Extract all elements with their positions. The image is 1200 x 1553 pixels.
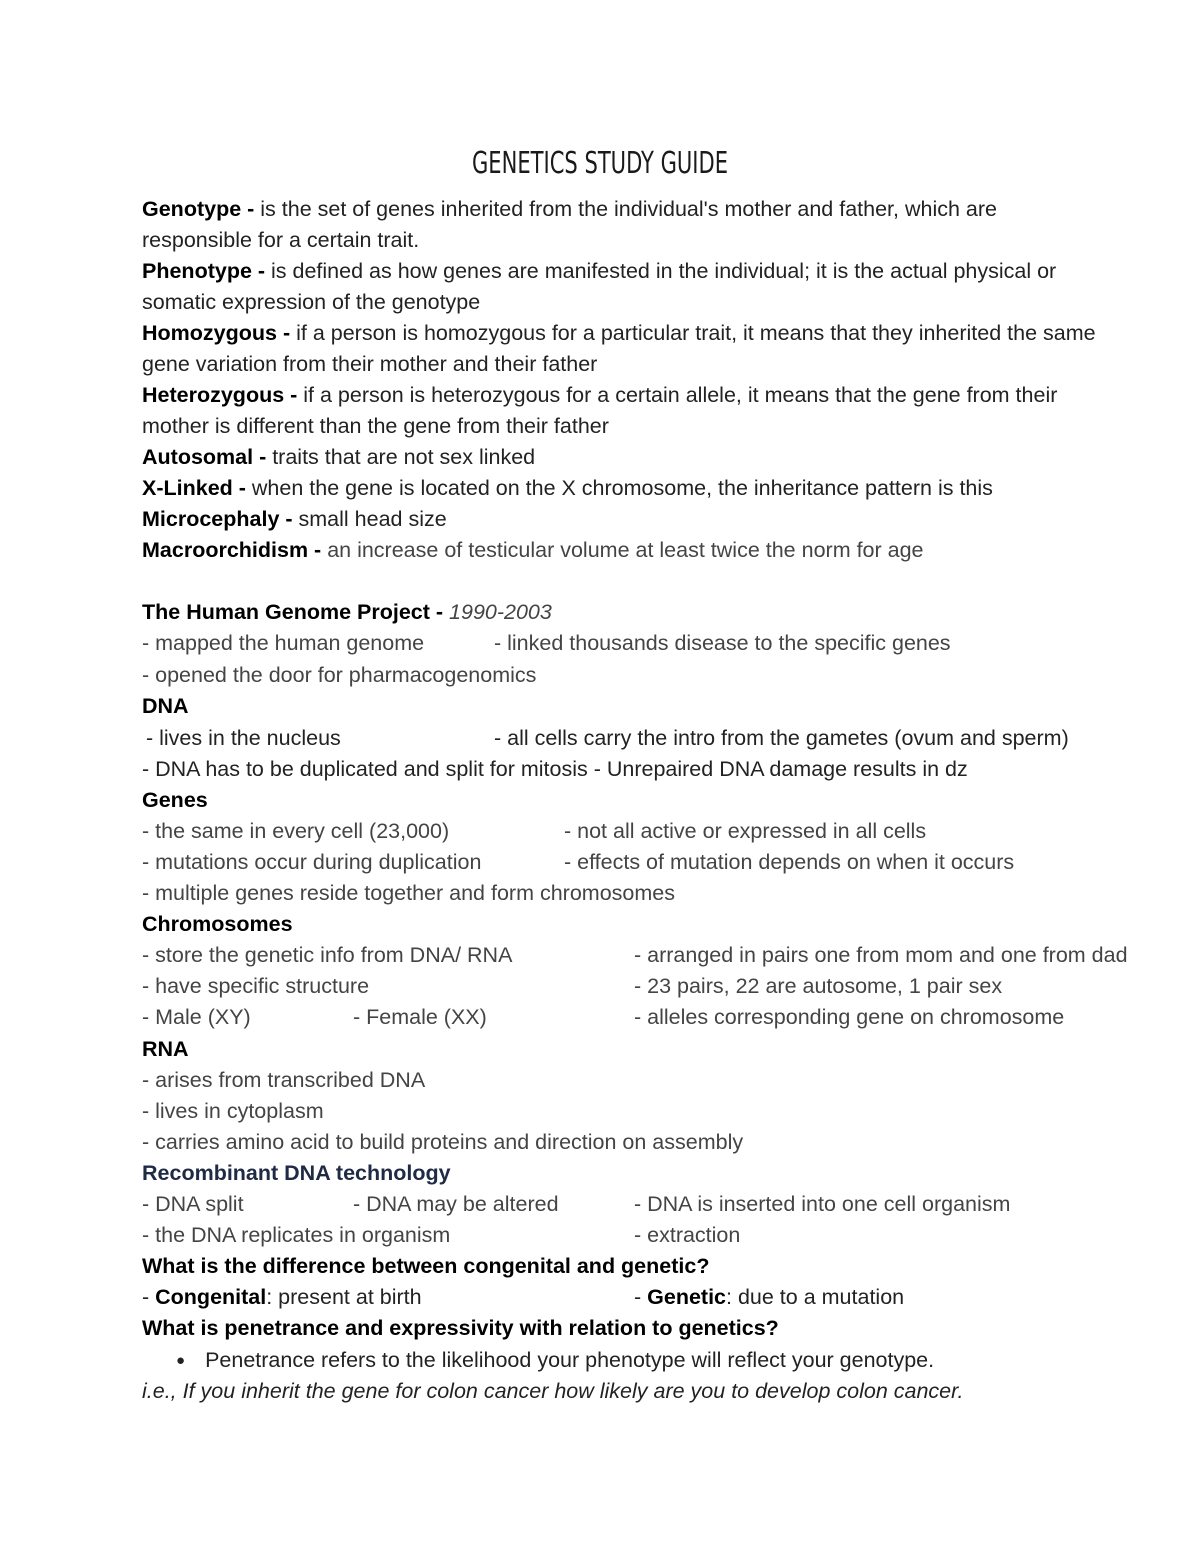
bullet-icon: ●	[176, 1352, 186, 1369]
list-item: - effects of mutation depends on when it occurs	[564, 850, 1015, 874]
definition-continuation: gene variation from their mother and their father	[142, 352, 598, 376]
list-item: - 23 pairs, 22 are autosome, 1 pair sex	[634, 974, 1003, 998]
term-label: Autosomal -	[142, 445, 273, 469]
list-item: - Male (XY)	[142, 1005, 251, 1029]
list-item: - Female (XX)	[353, 1005, 487, 1029]
definition-text: small head size	[298, 507, 447, 531]
list-item: - not all active or expressed in all cells	[564, 819, 927, 843]
example-text: If you inherit the gene for colon cancer how likely are you to develop colon cancer.	[182, 1379, 964, 1403]
definition-autosomal	[142, 442, 535, 473]
list-item: - multiple genes reside together and form chromosomes	[142, 881, 675, 905]
definition-microcephaly	[142, 504, 447, 535]
definition-text: : present at birth	[266, 1285, 422, 1309]
list-item: - DNA is inserted into one cell organism	[634, 1192, 1011, 1216]
list-item: - lives in the nucleus	[146, 726, 341, 750]
definition-text: : due to a mutation	[726, 1285, 905, 1309]
term-label: X-Linked -	[142, 476, 252, 500]
term-label: Heterozygous -	[142, 383, 304, 407]
term-label: Genotype -	[142, 197, 261, 221]
definition-text: an increase of testicular volume at least twice the norm for age	[327, 538, 924, 562]
definition-text: when the gene is located on the X chromosome, the inheritance pattern is this	[251, 476, 993, 500]
list-item: - mapped the human genome	[142, 631, 425, 655]
definition-text: is the set of genes inherited from the individual's mother and father, which are	[260, 197, 997, 221]
section-chromosomes-heading: Chromosomes	[142, 912, 293, 936]
definition-phenotype	[142, 256, 1056, 287]
example-prefix: i.e.,	[142, 1379, 183, 1403]
list-item: - carries amino acid to build proteins and direction on assembly	[142, 1130, 744, 1154]
hgp-title: The Human Genome Project -	[142, 600, 450, 624]
definition-continuation: mother is different than the gene from their father	[142, 414, 609, 438]
definition-continuation: responsible for a certain trait.	[142, 228, 420, 252]
section-recombinant-heading: Recombinant DNA technology	[142, 1161, 451, 1185]
definition-homozygous	[142, 318, 1096, 349]
dash: -	[634, 1285, 648, 1309]
list-item: - DNA has to be duplicated and split for mitosis - Unrepaired DNA damage results in dz	[142, 757, 968, 781]
congenital-item	[142, 1282, 422, 1313]
term-congenital: Congenital	[155, 1285, 267, 1309]
list-item: - extraction	[634, 1223, 741, 1247]
definition-text: if a person is homozygous for a particular trait, it means that they inherited the same	[296, 321, 1096, 345]
list-item: - opened the door for pharmacogenomics	[142, 663, 537, 687]
term-genetic: Genetic	[647, 1285, 727, 1309]
definition-heterozygous	[142, 380, 1057, 411]
section-genes-heading: Genes	[142, 788, 208, 812]
example-line	[142, 1376, 963, 1407]
definition-text: if a person is heterozygous for a certain allele, it means that the gene from their	[303, 383, 1058, 407]
list-item: - the same in every cell (23,000)	[142, 819, 450, 843]
term-label: Macroorchidism -	[142, 538, 328, 562]
genetic-item	[634, 1282, 904, 1313]
page-title: GENETICS STUDY GUIDE	[471, 146, 729, 181]
section-hgp-heading	[142, 597, 552, 628]
list-item: - linked thousands disease to the specific genes	[494, 631, 951, 655]
definition-genotype	[142, 194, 997, 225]
list-item: - mutations occur during duplication	[142, 850, 482, 874]
definition-text: is defined as how genes are manifested in the individual; it is the actual physical or	[271, 259, 1057, 283]
list-item: - all cells carry the intro from the gametes (ovum and sperm)	[494, 726, 1069, 750]
definition-macroorchidism	[142, 535, 924, 566]
list-item: - the DNA replicates in organism	[142, 1223, 451, 1247]
definition-x-linked	[142, 473, 993, 504]
section-dna-heading: DNA	[142, 694, 189, 718]
list-item: - DNA split	[142, 1192, 244, 1216]
question-penetrance: What is penetrance and expressivity with relation to genetics?	[142, 1316, 779, 1340]
term-label: Homozygous -	[142, 321, 297, 345]
list-item: - store the genetic info from DNA/ RNA	[142, 943, 513, 967]
list-item: - have specific structure	[142, 974, 370, 998]
section-rna-heading: RNA	[142, 1037, 189, 1061]
term-label: Microcephaly -	[142, 507, 299, 531]
list-item: - lives in cytoplasm	[142, 1099, 324, 1123]
list-item: - DNA may be altered	[353, 1192, 559, 1216]
question-congenital-genetic: What is the difference between congenital and genetic?	[142, 1254, 710, 1278]
bullet-item	[176, 1345, 934, 1378]
hgp-years: 1990-2003	[449, 600, 552, 624]
definition-continuation: somatic expression of the genotype	[142, 290, 481, 314]
list-item: - arranged in pairs one from mom and one from dad	[634, 943, 1128, 967]
definition-text: traits that are not sex linked	[272, 445, 536, 469]
list-item: - arises from transcribed DNA	[142, 1068, 426, 1092]
term-label: Phenotype -	[142, 259, 272, 283]
dash: -	[142, 1285, 156, 1309]
list-item: - alleles corresponding gene on chromosome	[634, 1005, 1065, 1029]
bullet-text: Penetrance refers to the likelihood your phenotype will reflect your genotype.	[205, 1348, 935, 1372]
